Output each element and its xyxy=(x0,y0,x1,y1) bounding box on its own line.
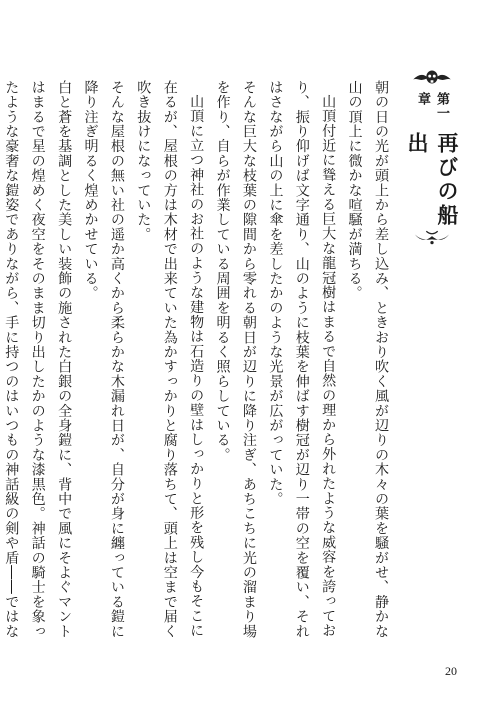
paragraph: 山頂付近に聳える巨大な龍冠樹はまるで自然の理から外れたような威容を誇っており、振り仰げば文字通り、山のように枝葉を伸ばす樹冠が辺り一帯の空を覆い、それはさながら山の上に傘を差したかのような光景が広がっていた。 xyxy=(267,80,337,639)
chapter-title xyxy=(402,92,462,229)
body-text xyxy=(3,80,394,640)
chapter-heading xyxy=(404,68,460,248)
chapter-name: 再びの船出 xyxy=(405,131,459,228)
paragraph: 白と蒼を基調とした美しい装飾の施された白銀の全身鎧に、背中で風にそよぐマントはまるで星の煌めく夜空をそのまま切り出したかのような漆黒色。神話の騎士を象ったような豪奢な鎧姿でありながら、手に持つのはいつもの神話級の剣や盾――ではな xyxy=(3,80,73,639)
flourish-ornament-icon xyxy=(407,228,457,248)
paragraph: そんな屋根の無い社の遥か高くから柔らかな木漏れ日が、自分が身に纏っている鎧に降り注ぎ明るく煌めかせている。 xyxy=(82,80,125,639)
paragraph: 山頂に立つ神社のお社のような建物は石造りの壁はしっかりと形を残し今もそこに在るが、屋根の方は木材で出来ていた為かすっかりと腐り落ちて、頭上は空まで届く吹き抜けになっていた。 xyxy=(135,80,205,639)
paragraph: 朝の日の光が頭上から差し込み、ときおり吹く風が辺りの木々の葉を騒がせ、静かな山の頂上に微かな喧騒が満ちる。 xyxy=(346,80,389,639)
chapter-number: 第一章 xyxy=(415,91,449,120)
paragraph: そんな巨大な枝葉の隙間から零れる朝日が辺りに降り注ぎ、あちこちに光の溜まり場を作り、自らが作業している周囲を明るく照らしている。 xyxy=(214,80,257,639)
page-number: 20 xyxy=(445,664,457,678)
skull-ornament-icon xyxy=(407,68,457,88)
